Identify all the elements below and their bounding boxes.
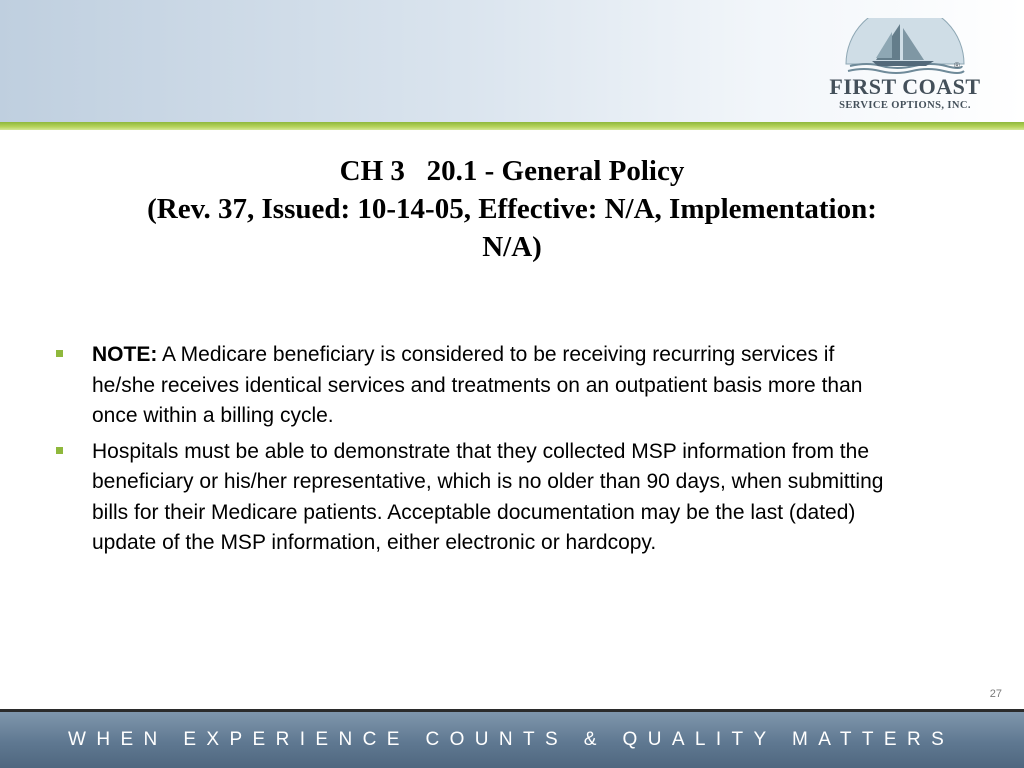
bullet-list xyxy=(52,340,892,564)
sailboat-icon xyxy=(842,18,968,76)
square-bullet-icon xyxy=(56,350,63,357)
title-line-2: (Rev. 37, Issued: 10-14-05, Effective: N/A, Implementation: xyxy=(147,193,877,225)
registered-mark: ® xyxy=(954,61,960,70)
note-label: NOTE: xyxy=(92,343,158,366)
bullet-item-note xyxy=(52,340,892,432)
logo-subtitle: SERVICE OPTIONS, INC. xyxy=(839,100,971,111)
footer-band xyxy=(0,712,1024,768)
title-line-1: CH 3 20.1 - General Policy xyxy=(339,155,685,187)
logo-name: FIRST COAST xyxy=(829,74,981,99)
header-divider xyxy=(0,122,1024,130)
page-number: 27 xyxy=(989,688,1002,700)
bullet-item-hospitals xyxy=(52,437,892,559)
footer-tagline: WHEN EXPERIENCE COUNTS & QUALITY MATTERS xyxy=(68,729,955,750)
title-line-3: N/A) xyxy=(482,231,542,263)
bullet-text: A Medicare beneficiary is considered to be receiving recurring services if he/she receives identical services and treatments on an outpatient basis more than once within a billing cycle. xyxy=(92,343,869,427)
square-bullet-icon xyxy=(56,447,63,454)
bullet-text: Hospitals must be able to demonstrate that they collected MSP information from the beneficiary or his/her representative, which is no older than 90 days, when submitting bills for their Medicare patients. Acceptable documentation may be the last (dated) update of the MSP information, either electronic or hardcopy. xyxy=(92,439,884,554)
slide-title xyxy=(60,152,964,266)
company-logo xyxy=(822,18,990,118)
